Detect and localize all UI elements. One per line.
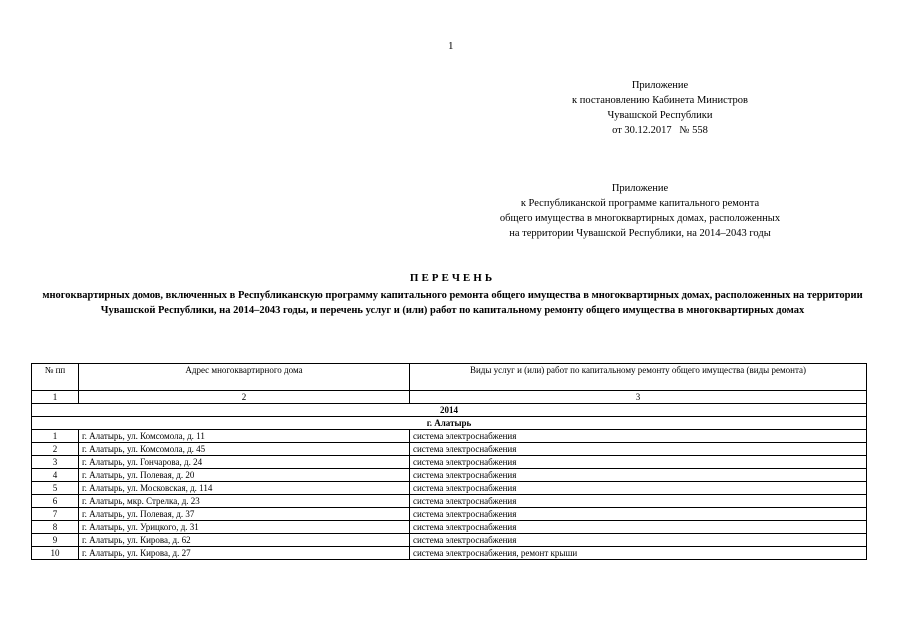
row-works: система электроснабжения, ремонт крыши xyxy=(410,547,867,560)
row-number: 9 xyxy=(32,534,79,547)
year-label: 2014 xyxy=(32,404,867,417)
appendix-resolution-line: Чувашской Республики xyxy=(607,110,713,121)
row-address: г. Алатырь, ул. Комсомола, д. 45 xyxy=(79,443,410,456)
table-row xyxy=(32,443,867,456)
header-works: Виды услуг и (или) работ по капитальному ремонту общего имущества (виды ремонта) xyxy=(410,364,867,391)
row-works: система электроснабжения xyxy=(410,534,867,547)
row-address: г. Алатырь, ул. Кирова, д. 62 xyxy=(79,534,410,547)
table-row xyxy=(32,508,867,521)
header-num: № пп xyxy=(32,364,79,391)
row-works: система электроснабжения xyxy=(410,482,867,495)
row-works: система электроснабжения xyxy=(410,430,867,443)
appendix-program xyxy=(460,181,820,241)
table-row xyxy=(32,469,867,482)
row-address: г. Алатырь, ул. Полевая, д. 20 xyxy=(79,469,410,482)
appendix-program-line: общего имущества в многоквартирных домах, расположенных xyxy=(499,213,781,224)
appendix-program-line: Приложение xyxy=(611,183,669,194)
row-works: система электроснабжения xyxy=(410,469,867,482)
row-number: 6 xyxy=(32,495,79,508)
table-row xyxy=(32,430,867,443)
row-works: система электроснабжения xyxy=(410,495,867,508)
row-works: система электроснабжения xyxy=(410,443,867,456)
table-row xyxy=(32,482,867,495)
row-works: система электроснабжения xyxy=(410,456,867,469)
appendix-resolution-line: к постановлению Кабинета Министров xyxy=(572,95,748,106)
appendix-resolution-line: Приложение xyxy=(631,80,689,91)
document-subtitle: многоквартирных домов, включенных в Республиканскую программу капитального ремонта общего имущества в многоквартирных домах, расположенных на территории Чувашской Республики, на 2014–2043 годы, и перечень услуг и (или) работ по капитальному ремонту общего имущества в многоквартирных домах xyxy=(42,290,863,316)
header-address: Адрес многоквартирного дома xyxy=(79,364,410,391)
row-number: 3 xyxy=(32,456,79,469)
column-number: 1 xyxy=(32,391,79,404)
row-address: г. Алатырь, мкр. Стрелка, д. 23 xyxy=(79,495,410,508)
table-header-row xyxy=(32,364,867,391)
appendix-program-line: на территории Чувашской Республики, на 2014–2043 годы xyxy=(509,228,771,239)
table-row xyxy=(32,495,867,508)
row-address: г. Алатырь, ул. Кирова, д. 27 xyxy=(79,547,410,560)
year-row xyxy=(32,404,867,417)
table-row xyxy=(32,521,867,534)
row-number: 1 xyxy=(32,430,79,443)
row-number: 7 xyxy=(32,508,79,521)
column-number: 3 xyxy=(410,391,867,404)
row-number: 4 xyxy=(32,469,79,482)
row-works: система электроснабжения xyxy=(410,508,867,521)
row-address: г. Алатырь, ул. Московская, д. 114 xyxy=(79,482,410,495)
houses-table xyxy=(31,363,867,560)
row-address: г. Алатырь, ул. Урицкого, д. 31 xyxy=(79,521,410,534)
table-row xyxy=(32,534,867,547)
row-number: 10 xyxy=(32,547,79,560)
row-address: г. Алатырь, ул. Полевая, д. 37 xyxy=(79,508,410,521)
column-number: 2 xyxy=(79,391,410,404)
row-number: 5 xyxy=(32,482,79,495)
column-number-row xyxy=(32,391,867,404)
city-label: г. Алатырь xyxy=(32,417,867,430)
row-address: г. Алатырь, ул. Комсомола, д. 11 xyxy=(79,430,410,443)
table-row xyxy=(32,456,867,469)
page-number: 1 xyxy=(448,40,454,52)
appendix-resolution xyxy=(540,78,780,138)
row-works: система электроснабжения xyxy=(410,521,867,534)
city-row xyxy=(32,417,867,430)
document-title: ПЕРЕЧЕНЬ xyxy=(409,272,496,284)
row-number: 8 xyxy=(32,521,79,534)
row-address: г. Алатырь, ул. Гончарова, д. 24 xyxy=(79,456,410,469)
table-row xyxy=(32,547,867,560)
appendix-resolution-line: от 30.12.2017 № 558 xyxy=(612,125,708,136)
appendix-program-line: к Республиканской программе капитального ремонта xyxy=(520,198,760,209)
row-number: 2 xyxy=(32,443,79,456)
